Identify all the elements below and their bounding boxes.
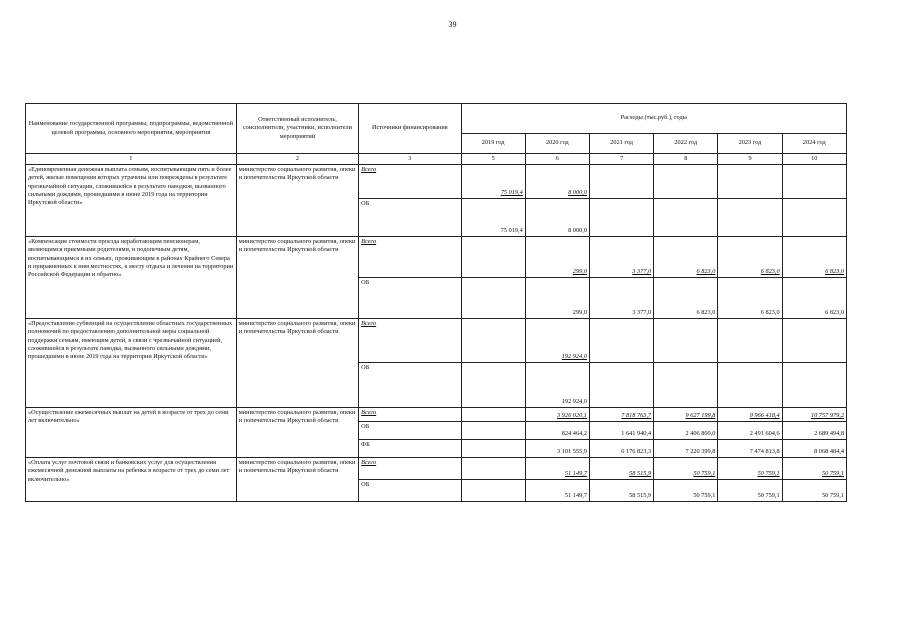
activity-executor: министерство социального развития, опеки и попечительства Иркутской области [236, 319, 358, 408]
activity-name: «Оплата услуг почтовой связи и банковских услуг для осуществления ежемесячной денежной выплаты на ребенка в возрасте от трех до семи лет включительно» [26, 458, 237, 502]
value-cell: 6 823,0 [782, 278, 846, 319]
value-cell: 1 641 940,4 [589, 422, 653, 440]
value-cell: 50 759,1 [782, 458, 846, 480]
index-cell: 6 [525, 154, 589, 165]
value-cell: 51 149,7 [525, 480, 589, 502]
value-cell [461, 319, 525, 363]
header-year: 2021 год [589, 134, 653, 154]
header-year: 2020 год [525, 134, 589, 154]
value-cell [461, 278, 525, 319]
value-cell: 6 823,0 [718, 237, 782, 278]
value-cell: 6 823,0 [654, 278, 718, 319]
value-cell: 2 689 494,8 [782, 422, 846, 440]
value-cell [589, 319, 653, 363]
value-cell: 192 924,0 [525, 319, 589, 363]
index-cell: 7 [589, 154, 653, 165]
value-cell: 7 474 813,8 [718, 440, 782, 458]
value-cell: 58 515,9 [589, 480, 653, 502]
value-cell: 58 515,9 [589, 458, 653, 480]
activity-name: «Осуществление ежемесячных выплат на детей в возрасте от трех до семи лет включительно» [26, 408, 237, 458]
value-cell [461, 480, 525, 502]
funding-source: ОБ [359, 422, 461, 440]
activity-name: «Компенсация стоимости проезда неработающим пенсионерам, являющимся приемными родителями, и подопечным детям, воспитывающимся в их семьях, проживающим в районах Крайнего Севера и приравненных к ним местностях, к месту отдыха и лечения на территории Российской Федерации и обратно» [26, 237, 237, 319]
value-cell [461, 422, 525, 440]
value-cell [718, 319, 782, 363]
funding-source: ОБ [359, 278, 461, 319]
funding-source: Всего [359, 165, 461, 199]
activity-executor: министерство социального развития, опеки и попечительства Иркутской области [236, 408, 358, 458]
index-cell: 9 [718, 154, 782, 165]
value-cell [461, 237, 525, 278]
value-cell [718, 165, 782, 199]
value-cell [782, 199, 846, 237]
header-year: 2019 год [461, 134, 525, 154]
value-cell: 824 464,2 [525, 422, 589, 440]
header-executor: Ответственный исполнитель, соисполнители, участники, исполнители мероприятий [236, 104, 358, 154]
value-cell: 8 068 484,4 [782, 440, 846, 458]
index-cell: 3 [359, 154, 461, 165]
value-cell: 3 377,0 [589, 278, 653, 319]
index-cell: 5 [461, 154, 525, 165]
value-cell: 2 491 604,6 [718, 422, 782, 440]
index-cell: 1 [26, 154, 237, 165]
value-cell [654, 319, 718, 363]
header-name: Наименование государственной программы, подпрограммы, ведомственной целевой программы, основного мероприятия, мероприятия [26, 104, 237, 154]
value-cell: 7 220 399,8 [654, 440, 718, 458]
value-cell: 3 377,0 [589, 237, 653, 278]
index-cell: 2 [236, 154, 358, 165]
value-cell [589, 199, 653, 237]
value-cell: 192 924,0 [525, 363, 589, 408]
value-cell: 6 823,0 [782, 237, 846, 278]
value-cell [718, 199, 782, 237]
value-cell: 10 757 979,2 [782, 408, 846, 422]
value-cell: 3 926 020,1 [525, 408, 589, 422]
value-cell: 299,0 [525, 237, 589, 278]
value-cell: 50 759,1 [718, 458, 782, 480]
activity-executor: министерство социального развития, опеки и попечительства Иркутской области [236, 458, 358, 502]
value-cell [589, 363, 653, 408]
value-cell [461, 458, 525, 480]
value-cell [654, 199, 718, 237]
funding-source: Всего [359, 408, 461, 422]
value-cell [782, 363, 846, 408]
funding-source: Всего [359, 319, 461, 363]
header-source: Источники финансирования [359, 104, 461, 154]
funding-source: ФБ [359, 440, 461, 458]
value-cell: 50 759,1 [654, 458, 718, 480]
value-cell [461, 408, 525, 422]
index-cell: 8 [654, 154, 718, 165]
value-cell: 51 149,7 [525, 458, 589, 480]
funding-source: ОБ [359, 363, 461, 408]
value-cell: 50 759,1 [782, 480, 846, 502]
value-cell: 50 759,1 [654, 480, 718, 502]
value-cell: 299,0 [525, 278, 589, 319]
value-cell: 8 000,0 [525, 199, 589, 237]
funding-source: ОБ [359, 480, 461, 502]
funding-source: Всего [359, 458, 461, 480]
funding-source: Всего [359, 237, 461, 278]
value-cell [782, 319, 846, 363]
value-cell: 50 759,1 [718, 480, 782, 502]
value-cell [718, 363, 782, 408]
value-cell [589, 165, 653, 199]
value-cell: 6 176 823,3 [589, 440, 653, 458]
activity-name: «Единовременная денежная выплата семьям, воспитывающим пять и более детей, жилые помещения которых утрачены или повреждены в результате чрезвычайной ситуации, сложившейся в результате паводков, вызванного сильными дождями, прошедшими в июне 2019 года на территории Иркутской области» [26, 165, 237, 237]
value-cell: 8 000,0 [525, 165, 589, 199]
value-cell [461, 363, 525, 408]
value-cell [782, 165, 846, 199]
value-cell: 6 823,0 [654, 237, 718, 278]
page-number: 39 [448, 20, 457, 29]
header-expenses: Расходы (тыс.руб.), годы [461, 104, 846, 134]
funding-source: ОБ [359, 199, 461, 237]
header-year: 2024 год [782, 134, 846, 154]
value-cell: 3 101 555,9 [525, 440, 589, 458]
value-cell [461, 440, 525, 458]
activity-executor: министерство социального развития, опеки и попечительства Иркутской области [236, 165, 358, 237]
header-year: 2022 год [654, 134, 718, 154]
value-cell: 7 818 763,7 [589, 408, 653, 422]
value-cell: 9 966 418,4 [718, 408, 782, 422]
value-cell: 6 823,0 [718, 278, 782, 319]
value-cell: 75 019,4 [461, 165, 525, 199]
index-cell: 10 [782, 154, 846, 165]
value-cell: 2 406 800,0 [654, 422, 718, 440]
activity-executor: министерство социального развития, опеки и попечительства Иркутской области [236, 237, 358, 319]
activity-name: «Предоставление субвенций на осуществление областных государственных полномочий по предоставлению дополнительной меры социальной поддержки семьям, имеющим детей, в связи с чрезвычайной ситуацией, сложившейся в результате паводка, вызванного сильными дождями, прошедшими в июне 2019 года на территории Иркутской области» [26, 319, 237, 408]
value-cell: 9 627 199,8 [654, 408, 718, 422]
budget-table [25, 103, 847, 502]
value-cell [654, 363, 718, 408]
header-year: 2023 год [718, 134, 782, 154]
value-cell [654, 165, 718, 199]
value-cell: 75 019,4 [461, 199, 525, 237]
